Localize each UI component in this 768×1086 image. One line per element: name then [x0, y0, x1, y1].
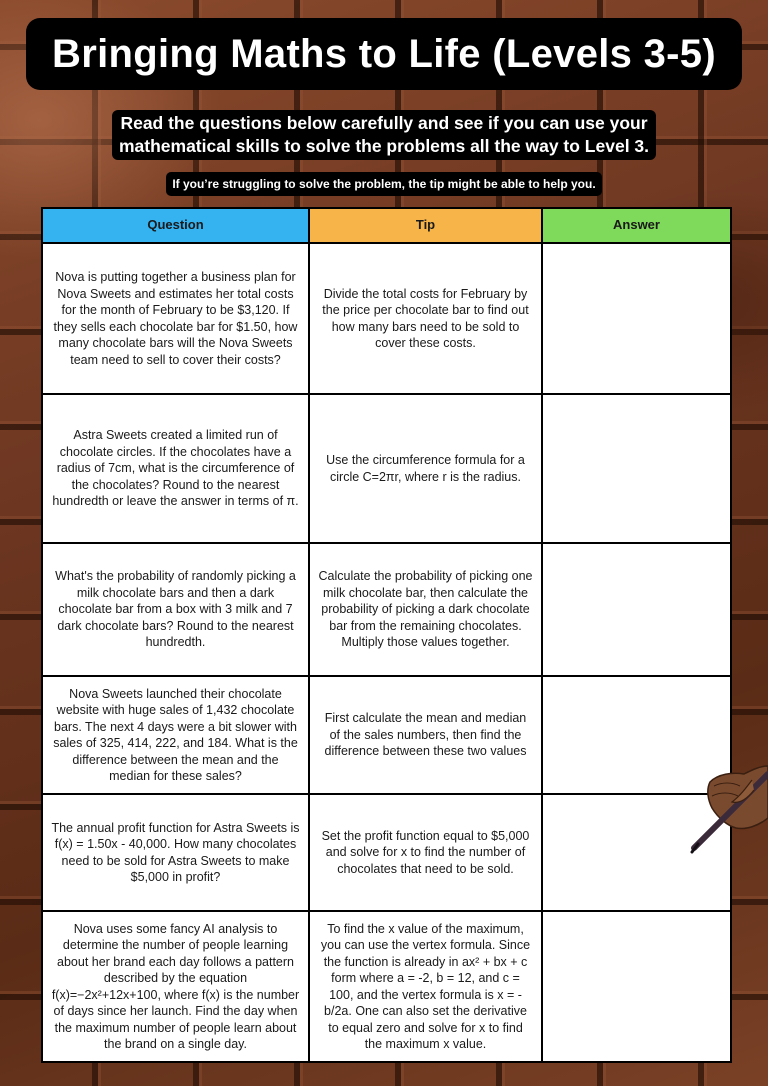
table-row: [42, 794, 731, 911]
table-row: [42, 911, 731, 1062]
tip-cell: First calculate the mean and median of the sales numbers, then find the difference between these two values: [309, 676, 542, 794]
table-header-row: [42, 208, 731, 243]
question-table: [41, 207, 732, 1063]
answer-cell[interactable]: [542, 911, 731, 1062]
tip-cell: Set the profit function equal to $5,000 and solve for x to find the number of chocolates that need to be sold.: [309, 794, 542, 911]
table-row: [42, 543, 731, 676]
question-cell: Nova is putting together a business plan for Nova Sweets and estimates her total costs for the month of February to be $3,120. If they sells each chocolate bar for $1.50, how many chocolate bars will the Nova Sweets team need to sell to cover their costs?: [42, 243, 309, 394]
tip-cell: To find the x value of the maximum, you can use the vertex formula. Since the function is already in ax² + bx + c form where a = -2, b = 12, and c = 100, and the vertex formula is x = -b/2a. One can also set the derivative to equal zero and solve for x to find the maximum x value.: [309, 911, 542, 1062]
title-banner: [26, 18, 742, 90]
table-row: [42, 394, 731, 543]
answer-cell[interactable]: [542, 394, 731, 543]
page-title: Bringing Maths to Life (Levels 3-5): [52, 31, 716, 76]
header-question: Question: [42, 208, 309, 243]
question-cell: Nova Sweets launched their chocolate website with huge sales of 1,432 chocolate bars. The next 4 days were a bit slower with sales of 325, 414, 222, and 184. What is the difference between the mean and the median for these sales?: [42, 676, 309, 794]
question-cell: The annual profit function for Astra Sweets is f(x) = 1.50x - 40,000. How many chocolates need to be sold for Astra Sweets to make $5,000 in profit?: [42, 794, 309, 911]
intro-text: Read the questions below carefully and see if you can use your mathematical skills to solve the problems all the way to Level 3.: [112, 110, 656, 160]
tip-cell: Divide the total costs for February by the price per chocolate bar to find out how many bars need to be sold to cover these costs.: [309, 243, 542, 394]
table-row: [42, 243, 731, 394]
tip-cell: Use the circumference formula for a circle C=2πr, where r is the radius.: [309, 394, 542, 543]
header-answer: Answer: [542, 208, 731, 243]
hand-with-pen-illustration: [688, 760, 768, 860]
table-row: [42, 676, 731, 794]
answer-cell[interactable]: [542, 243, 731, 394]
header-tip: Tip: [309, 208, 542, 243]
question-cell: What's the probability of randomly picking a milk chocolate bars and then a dark chocolate bar from a box with 3 milk and 7 dark chocolate bars? Round to the nearest hundredth.: [42, 543, 309, 676]
tip-cell: Calculate the probability of picking one milk chocolate bar, then calculate the probability of picking a dark chocolate bar from the remaining chocolates. Multiply those values together.: [309, 543, 542, 676]
question-cell: Astra Sweets created a limited run of chocolate circles. If the chocolates have a radius of 7cm, what is the circumference of the chocolates? Round to the nearest hundredth or leave the answer in terms of π.: [42, 394, 309, 543]
answer-cell[interactable]: [542, 543, 731, 676]
tip-note: If you’re struggling to solve the problem, the tip might be able to help you.: [166, 172, 602, 196]
question-cell: Nova uses some fancy AI analysis to determine the number of people learning about her brand each day follows a pattern described by the equation f(x)=−2x²+12x+100, where f(x) is the number of days since her launch. Find the day when the maximum number of people learn about the brand on a single day.: [42, 911, 309, 1062]
